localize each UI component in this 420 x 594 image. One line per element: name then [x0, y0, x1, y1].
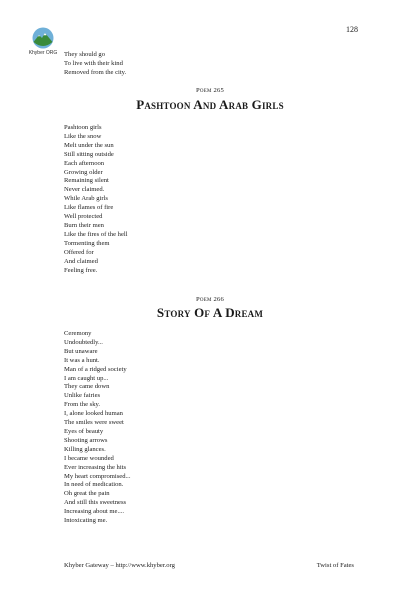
poem-line: Increasing about me.... [64, 508, 125, 516]
poem-line: Remaining silent [64, 177, 109, 185]
site-logo[interactable] [24, 27, 62, 56]
poem-line: Tormenting them [64, 239, 110, 247]
page-number: 128 [346, 25, 358, 34]
poem-line: Feeling free. [64, 266, 98, 274]
poem-line: Ever increasing the hits [64, 463, 127, 471]
poem-line: And claimed [64, 257, 98, 265]
footer-book-title: Twist of Fates [316, 562, 354, 569]
poem-line: While Arab girls [64, 195, 108, 203]
poem-line: Man of a ridged society [64, 365, 127, 373]
poem-number: Poem 266 [196, 296, 224, 303]
poem-body [64, 330, 130, 526]
poem-line: To live with their kind [64, 59, 123, 67]
poem-line: I, alone looked human [64, 410, 123, 418]
poem-line: Undoubtedly... [64, 338, 103, 346]
poem-line: Ceremony [64, 330, 92, 337]
poem-line: Growing older [64, 168, 103, 176]
poem-line: Removed from the city. [64, 68, 127, 76]
poem-line: Shooting arrows [64, 436, 108, 444]
poem-line: Each afternoon [64, 159, 105, 167]
poem-line: Pashtoon girls [64, 124, 102, 131]
poem-line: Like the fires of the hell [64, 230, 128, 238]
poem-title: Pashtoon And Arab Girls [136, 97, 284, 112]
poem-body [64, 124, 128, 275]
poem-title: Story Of A Dream [156, 305, 264, 320]
poem-line: Intoxicating me. [64, 517, 108, 525]
poem-line: They came down [64, 383, 110, 391]
poem-line: Oh great the pain [64, 490, 110, 498]
poem-line: Offered for [64, 248, 94, 256]
poem-line: The smiles were sweet [64, 419, 124, 427]
poem-line: Like flames of fire [64, 204, 114, 212]
intro-stanza [64, 51, 126, 78]
poem-line: I became wounded [64, 454, 114, 462]
mountain-logo-icon [32, 27, 54, 49]
poem-line: Never claimed. [64, 186, 105, 194]
poem-line: And still this sweetness [64, 499, 127, 507]
poem-line: Well protected [64, 213, 103, 221]
poem-line: From the sky. [64, 401, 101, 409]
poem-line: Unlike fairies [64, 392, 101, 400]
poem-line: It was a hunt. [64, 356, 100, 364]
poem-line: Burn their men [64, 221, 104, 229]
poem-line: I am caught up... [64, 374, 109, 382]
poem-line: My heart compromised... [64, 472, 131, 480]
poem-line: Melt under the sun [64, 141, 114, 149]
poem-number: Poem 265 [196, 87, 224, 94]
poem-line: In need of medication. [64, 481, 124, 489]
poem-line: Eyes of beauty [64, 427, 104, 435]
poem-line: But unaware [64, 347, 98, 355]
footer-site-link[interactable]: Khyber Gateway – http://www.khyber.org [64, 562, 175, 569]
poem-line: Still sitting outside [64, 150, 114, 158]
poem-line: They should go [64, 51, 106, 58]
poem-line: Like the snow [64, 132, 102, 140]
poem-line: Killing glances. [64, 445, 106, 453]
logo-text: Khyber ORG [28, 50, 58, 56]
